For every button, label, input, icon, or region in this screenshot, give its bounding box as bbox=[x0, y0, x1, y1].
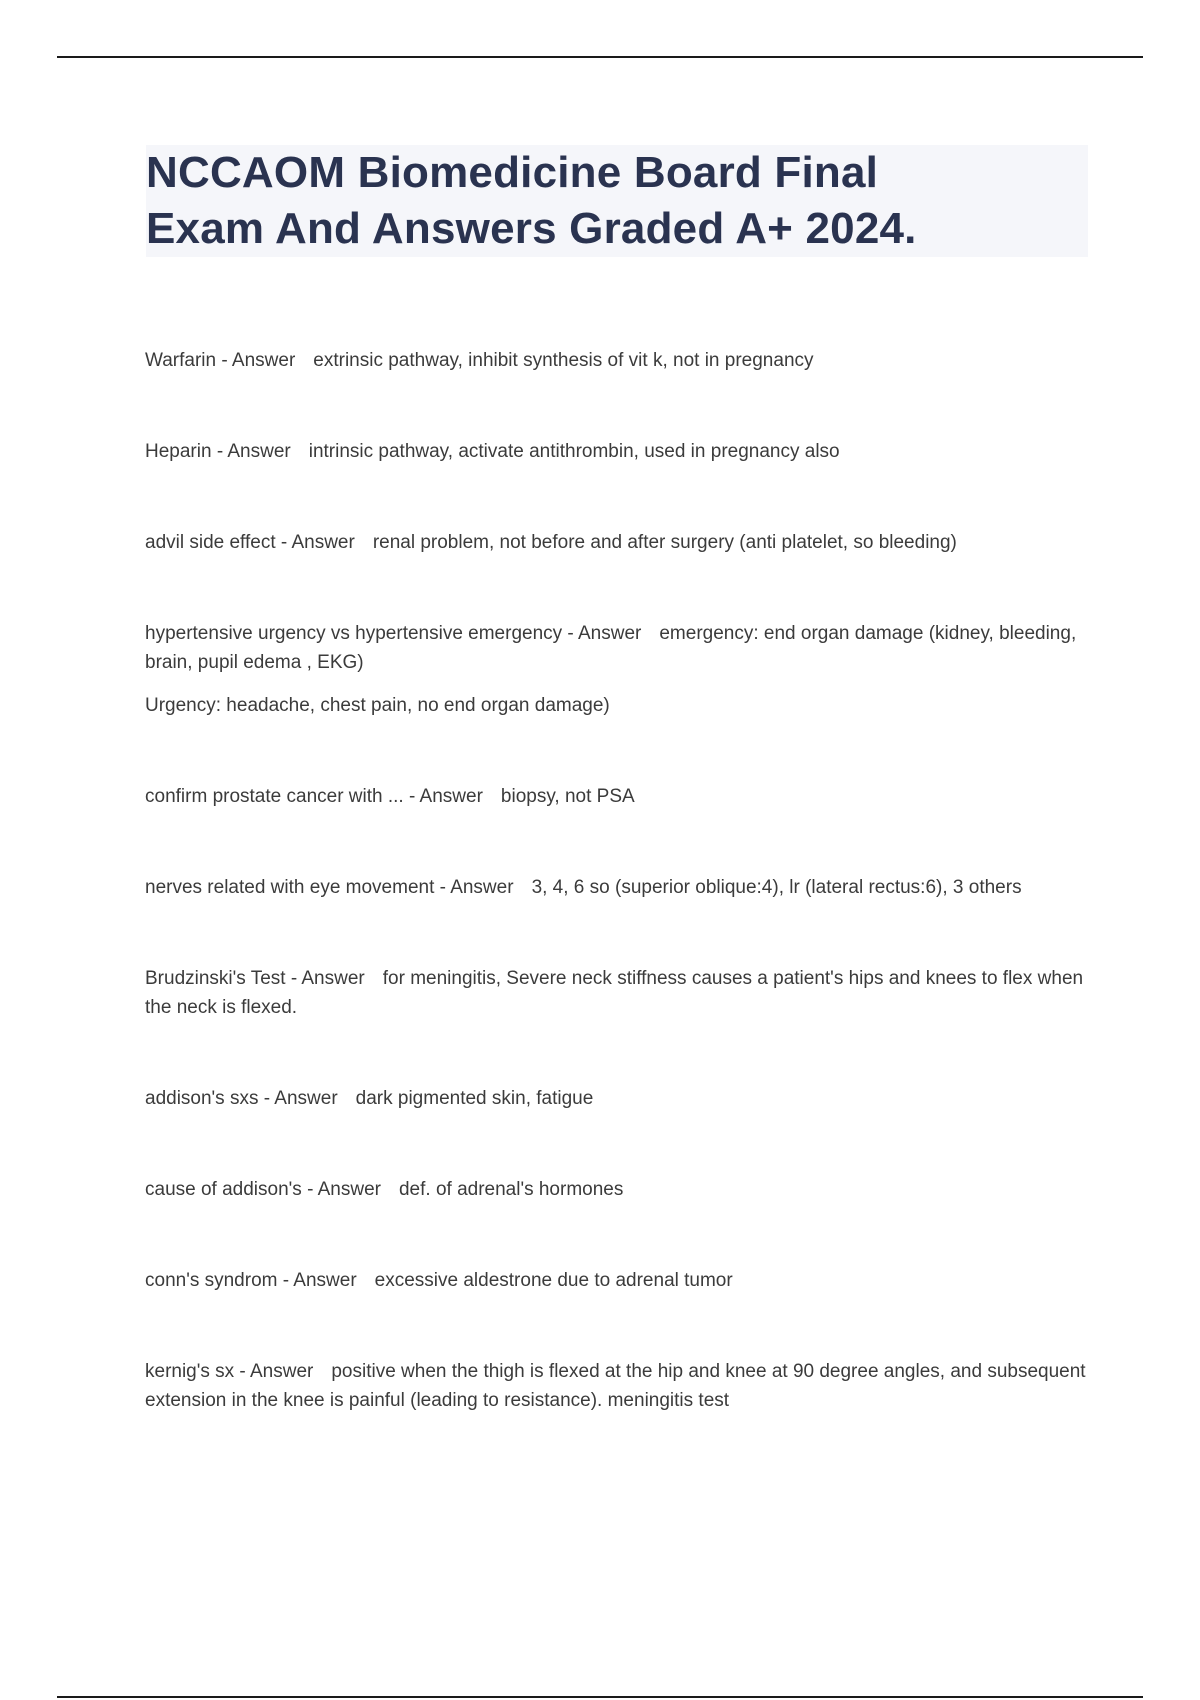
qa-question: Brudzinski's Test - Answer bbox=[145, 968, 365, 989]
qa-answer: dark pigmented skin, fatigue bbox=[355, 1088, 594, 1109]
qa-list bbox=[145, 346, 1100, 1477]
qa-answer: intrinsic pathway, activate antithrombin, used in pregnancy also bbox=[308, 441, 840, 462]
qa-question: cause of addison's - Answer bbox=[145, 1179, 381, 1200]
qa-answer: biopsy, not PSA bbox=[500, 786, 635, 807]
qa-item bbox=[145, 619, 1100, 720]
qa-item bbox=[145, 1357, 1100, 1415]
qa-item bbox=[145, 1084, 1100, 1113]
qa-item bbox=[145, 873, 1100, 902]
qa-item bbox=[145, 964, 1100, 1022]
qa-item bbox=[145, 346, 1100, 375]
qa-question: kernig's sx - Answer bbox=[145, 1361, 314, 1382]
qa-question: Heparin - Answer bbox=[145, 441, 291, 462]
qa-item bbox=[145, 782, 1100, 811]
qa-item bbox=[145, 437, 1100, 466]
qa-question: confirm prostate cancer with ... - Answer bbox=[145, 786, 483, 807]
top-divider bbox=[57, 56, 1143, 58]
bottom-divider bbox=[57, 1696, 1143, 1698]
page-title: NCCAOM Biomedicine Board Final Exam And Answers Graded A+ 2024. bbox=[146, 148, 917, 253]
qa-item bbox=[145, 1175, 1100, 1204]
qa-item bbox=[145, 1266, 1100, 1295]
qa-question: hypertensive urgency vs hypertensive emergency - Answer bbox=[145, 623, 642, 644]
qa-answer: 3, 4, 6 so (superior oblique:4), lr (lateral rectus:6), 3 others bbox=[531, 877, 1022, 898]
qa-item bbox=[145, 528, 1100, 557]
qa-question: advil side effect - Answer bbox=[145, 532, 355, 553]
qa-question: nerves related with eye movement - Answer bbox=[145, 877, 514, 898]
qa-answer: for meningitis, Severe neck stiffness causes a patient's hips and knees to flex when the neck is flexed. bbox=[145, 968, 1084, 1018]
qa-question: addison's sxs - Answer bbox=[145, 1088, 338, 1109]
qa-answer: extrinsic pathway, inhibit synthesis of vit k, not in pregnancy bbox=[313, 350, 814, 371]
qa-answer-continued: Urgency: headache, chest pain, no end organ damage) bbox=[145, 695, 610, 716]
qa-answer: emergency: end organ damage (kidney, bleeding, brain, pupil edema , EKG) bbox=[145, 623, 1077, 673]
qa-question: conn's syndrom - Answer bbox=[145, 1270, 357, 1291]
qa-answer: positive when the thigh is flexed at the hip and knee at 90 degree angles, and subsequent extension in the knee is painful (leading to resistance). meningitis test bbox=[145, 1361, 1086, 1411]
qa-answer: renal problem, not before and after surgery (anti platelet, so bleeding) bbox=[372, 532, 957, 553]
qa-question: Warfarin - Answer bbox=[145, 350, 296, 371]
qa-answer: def. of adrenal's hormones bbox=[398, 1179, 624, 1200]
qa-answer: excessive aldestrone due to adrenal tumor bbox=[374, 1270, 733, 1291]
